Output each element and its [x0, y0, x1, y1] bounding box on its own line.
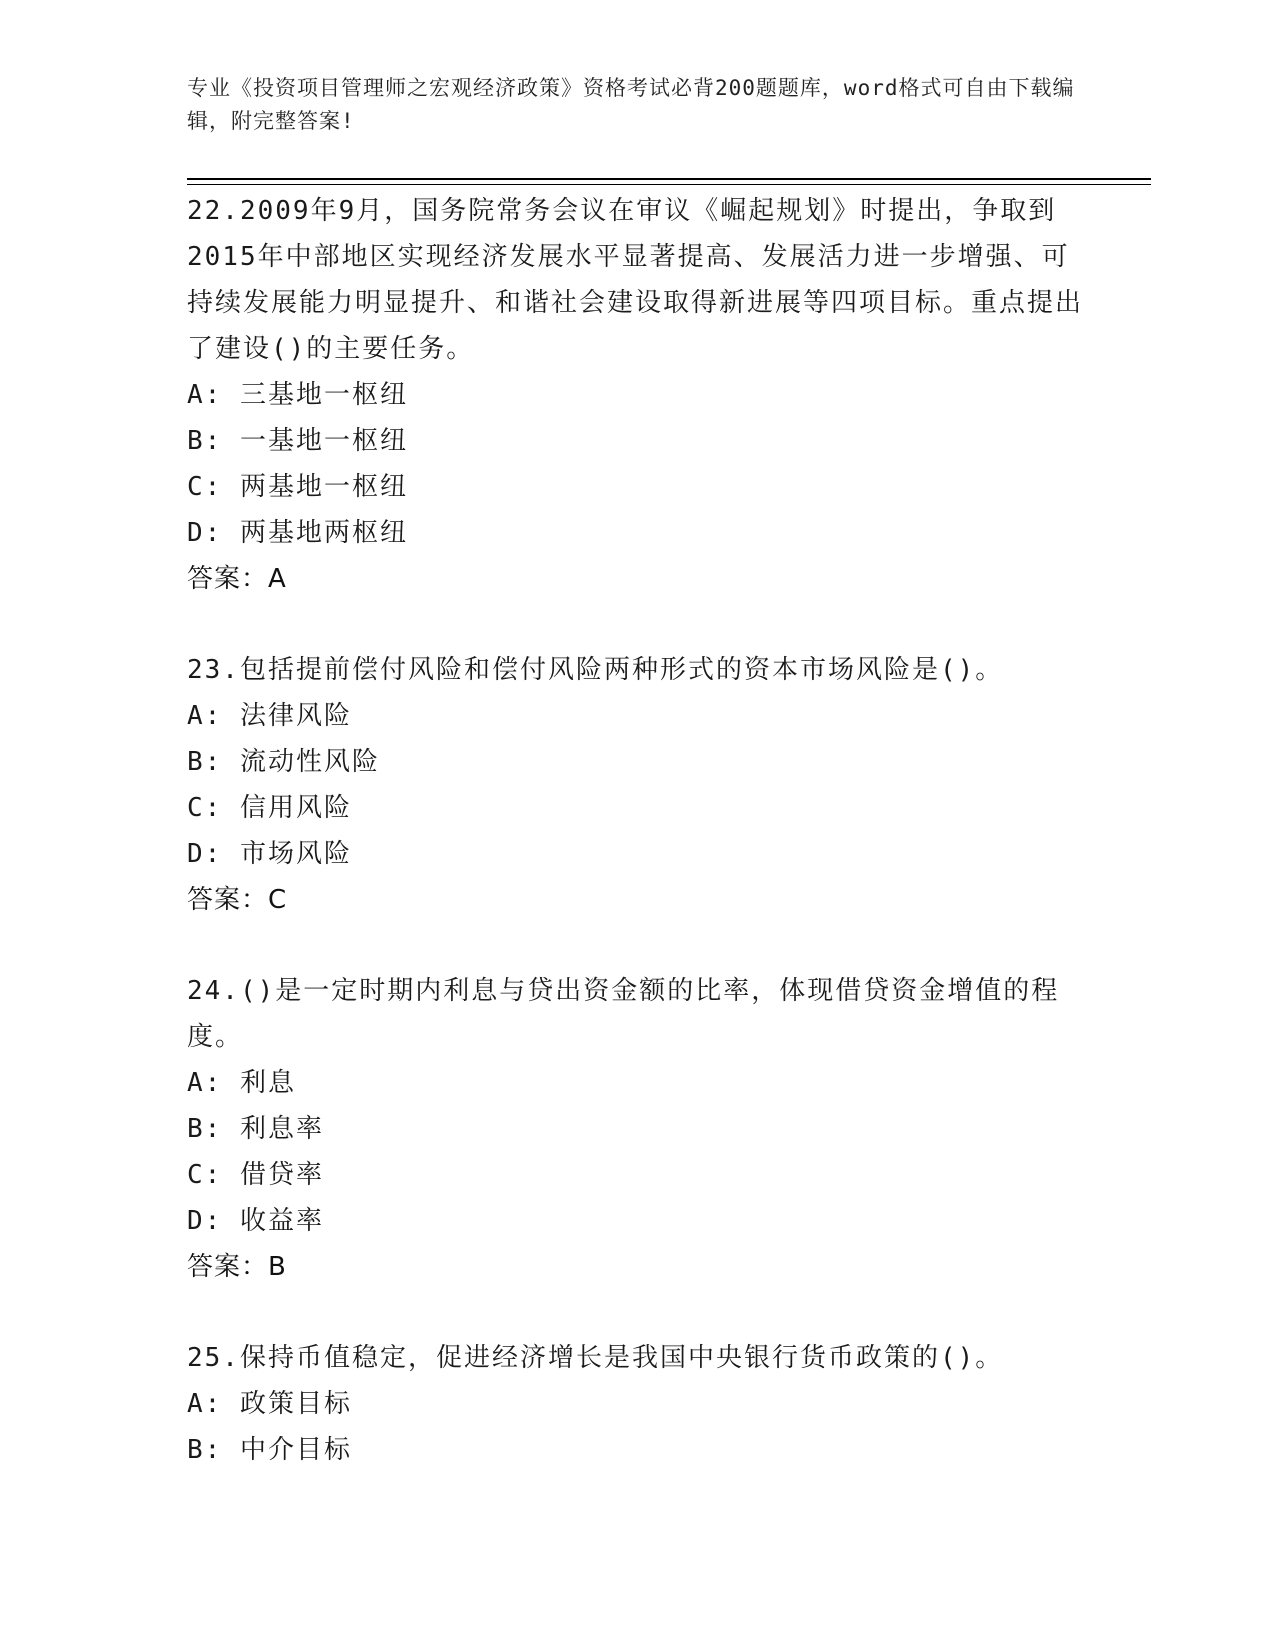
option-c: C: 借贷率 [187, 1160, 324, 1190]
option-a: A: 三基地一枢纽 [187, 380, 408, 410]
answer: 答案：A [187, 564, 287, 594]
option-b: B: 利息率 [187, 1114, 324, 1144]
option-b: B: 流动性风险 [187, 747, 380, 777]
question-25 [187, 1335, 1087, 1473]
question-22 [187, 188, 1087, 602]
option-d: D: 市场风险 [187, 839, 352, 869]
option-c: C: 信用风险 [187, 793, 352, 823]
question-24 [187, 968, 1087, 1290]
option-b: B: 中介目标 [187, 1435, 352, 1465]
option-d: D: 收益率 [187, 1206, 324, 1236]
option-c: C: 两基地一枢纽 [187, 472, 408, 502]
option-a: A: 利息 [187, 1068, 296, 1098]
header-rule-thick [187, 178, 1151, 180]
option-a: A: 法律风险 [187, 701, 352, 731]
option-a: A: 政策目标 [187, 1389, 352, 1419]
question-text: 23.包括提前偿付风险和偿付风险两种形式的资本市场风险是()。 [187, 655, 1004, 685]
header-rule-thin [187, 184, 1151, 185]
question-text: 24.()是一定时期内利息与贷出资金额的比率，体现借贷资金增值的程度。 [187, 976, 1060, 1052]
question-23 [187, 647, 1087, 923]
option-d: D: 两基地两枢纽 [187, 518, 408, 548]
question-list [187, 188, 1087, 1518]
question-text: 25.保持币值稳定，促进经济增长是我国中央银行货币政策的()。 [187, 1343, 1004, 1373]
answer: 答案：B [187, 1252, 287, 1282]
answer: 答案：C [187, 885, 288, 915]
document-header: 专业《投资项目管理师之宏观经济政策》资格考试必背200题题库，word格式可自由下载编辑，附完整答案! [187, 76, 1075, 133]
question-text: 22.2009年9月，国务院常务会议在审议《崛起规划》时提出，争取到2015年中部地区实现经济发展水平显著提高、发展活力进一步增强、可持续发展能力明显提升、和谐社会建设取得新进展等四项目标。重点提出了建设()的主要任务。 [187, 196, 1084, 364]
option-b: B: 一基地一枢纽 [187, 426, 408, 456]
